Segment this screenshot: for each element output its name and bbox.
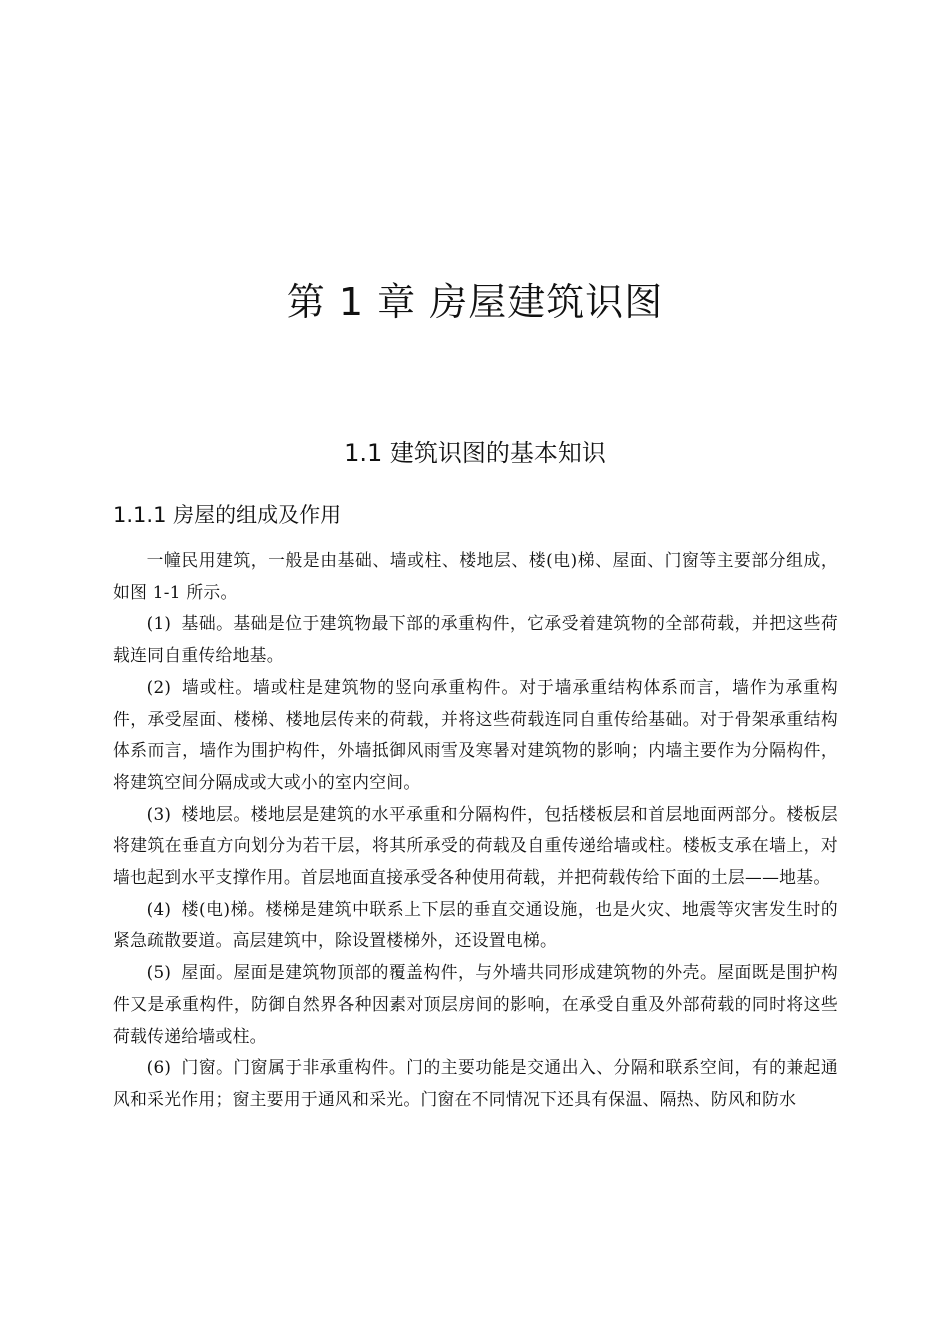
- paragraph-wall-column: [113, 672, 838, 799]
- body-text: [113, 545, 838, 1116]
- paragraph-doors-windows: [113, 1052, 838, 1115]
- paragraph-number: (6): [146, 1057, 172, 1078]
- paragraph-text: 楼(电)梯。楼梯是建筑中联系上下层的垂直交通设施，也是火灾、地震等灾害发生时的紧急疏散要道。高层建筑中，除设置楼梯外，还设置电梯。: [113, 898, 838, 951]
- paragraph-text: 墙或柱。墙或柱是建筑物的竖向承重构件。对于墙承重结构体系而言，墙作为承重构件，承受屋面、楼梯、楼地层传来的荷载，并将这些荷载连同自重传给基础。对于骨架承重结构体系而言，墙作为围护构件，外墙抵御风雨雪及寒暑对建筑物的影响；内墙主要作为分隔构件，将建筑空间分隔成或大或小的室内空间。: [113, 676, 838, 792]
- paragraph-stairs: [113, 894, 838, 957]
- paragraph-number: (5): [146, 962, 172, 983]
- subsection-title: 1.1.1 房屋的组成及作用: [113, 503, 342, 527]
- chapter-title: 第 1 章 房屋建筑识图: [286, 280, 664, 324]
- paragraph-intro: [113, 545, 838, 608]
- paragraph-number: (1): [146, 613, 172, 634]
- paragraph-floor: [113, 799, 838, 894]
- paragraph-foundation: [113, 608, 838, 671]
- section-title: 1.1 建筑识图的基本知识: [344, 439, 606, 467]
- paragraph-text: 屋面。屋面是建筑物顶部的覆盖构件，与外墙共同形成建筑物的外壳。屋面既是围护构件又是承重构件，防御自然界各种因素对顶层房间的影响，在承受自重及外部荷载的同时将这些荷载传递给墙或柱。: [113, 962, 838, 1046]
- paragraph-text: 门窗。门窗属于非承重构件。门的主要功能是交通出入、分隔和联系空间，有的兼起通风和采光作用；窗主要用于通风和采光。门窗在不同情况下还具有保温、隔热、防风和防水: [113, 1057, 838, 1109]
- paragraph-text: 一幢民用建筑，一般是由基础、墙或柱、楼地层、楼(电)梯、屋面、门窗等主要部分组成，如图 1-1 所示。: [113, 550, 838, 602]
- paragraph-text: 基础。基础是位于建筑物最下部的承重构件，它承受着建筑物的全部荷载，并把这些荷载连同自重传给地基。: [113, 613, 838, 666]
- paragraph-number: (3): [146, 803, 172, 824]
- paragraph-text: 楼地层。楼地层是建筑的水平承重和分隔构件，包括楼板层和首层地面两部分。楼板层将建筑在垂直方向划分为若干层，将其所承受的荷载及自重传递给墙或柱。楼板支承在墙上，对墙也起到水平支撑作用。首层地面直接承受各种使用荷载，并把荷载传给下面的土层——地基。: [113, 803, 838, 888]
- paragraph-number: (2): [146, 676, 172, 697]
- paragraph-number: (4): [146, 898, 172, 919]
- paragraph-roof: [113, 957, 838, 1052]
